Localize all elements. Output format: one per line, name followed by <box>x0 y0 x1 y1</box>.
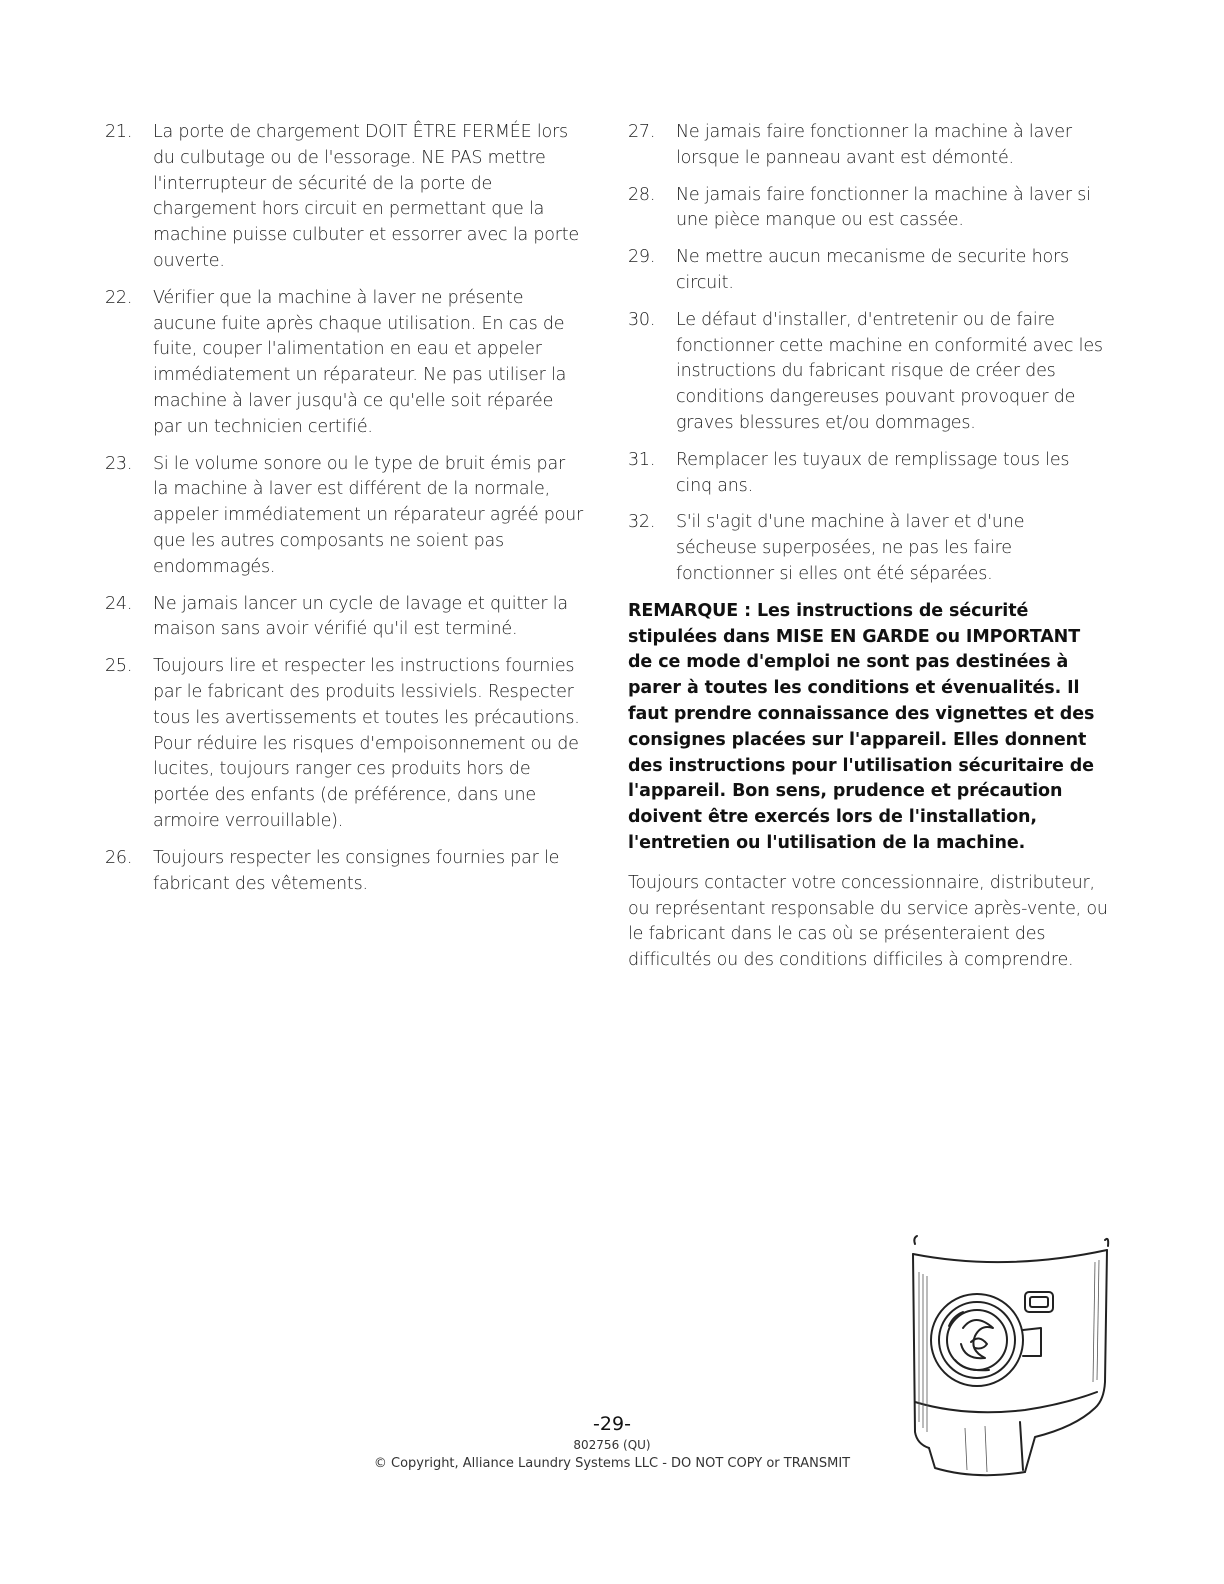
safety-list-right <box>628 120 1110 588</box>
item-number: 26. <box>105 847 133 868</box>
item-number: 22. <box>105 287 133 308</box>
list-item <box>105 286 585 441</box>
list-item <box>105 120 585 275</box>
remarque-note: REMARQUE : Les instructions de sécurité stipulées dans MISE EN GARDE ou IMPORTANT de ce mode d'emploi ne sont pas destinées à parer à toutes les conditions et évenualités. Il faut prendre connaissance des vignettes et des consignes placées sur l'appareil. Elles donnent des instructions pour l'utilisation sécuritaire de l'appareil. Bon sens, prudence et précaution doivent être exercés lors de l'installation, l'entretien ou l'utilisation de la machine. <box>628 600 1095 853</box>
item-text: Vérifier que la machine à laver ne présente aucune fuite après chaque utilisation. En cas de fuite, couper l'alimentation en eau et appeler immédiatement un réparateur. Ne pas utiliser la machine à laver jusqu'à ce qu'elle soit réparée par un technicien certifié. <box>153 287 567 437</box>
contact-paragraph: Toujours contacter votre concessionnaire, distributeur, ou représentant responsable du service après-vente, ou le fabricant dans le cas où se présenteraient des difficultés ou des conditions difficiles à comprendre. <box>628 872 1108 971</box>
item-text: La porte de chargement DOIT ÊTRE FERMÉE lors du culbutage ou de l'essorage. NE PAS mettre l'interrupteur de sécurité de la porte de chargement hors circuit en permettant que la machine puisse culbuter et essorrer avec la porte ouverte. <box>153 122 579 271</box>
item-number: 25. <box>105 656 133 677</box>
right-column <box>628 120 1110 974</box>
page-footer <box>0 1412 1224 1474</box>
list-item <box>628 510 1110 587</box>
list-item <box>105 846 585 898</box>
list-item <box>628 183 1110 235</box>
item-text: S'il s'agit d'une machine à laver et d'une sécheuse superposées, ne pas les faire fonctionner si elles ont été séparées. <box>676 512 1025 584</box>
list-item <box>105 592 585 644</box>
left-column <box>105 120 585 908</box>
item-number: 21. <box>105 122 133 142</box>
item-number: 23. <box>105 453 133 474</box>
item-text: Toujours respecter les consignes fournies par le fabricant des vêtements. <box>153 847 560 894</box>
list-item <box>105 654 585 835</box>
document-code: 802756 (QU) <box>573 1438 651 1452</box>
item-text: Ne jamais faire fonctionner la machine à laver si une pièce manque ou est cassée. <box>676 184 1091 231</box>
item-number: 32. <box>628 512 656 533</box>
item-text: Toujours lire et respecter les instructions fournies par le fabricant des produits lessiviels. Respecter tous les avertissements et toutes les précautions. Pour réduire les risques d'empoisonnement ou de lucites, toujours ranger ces produits hors de portée des enfants (de préférence, dans une armoire verrouillable). <box>153 656 580 831</box>
item-number: 27. <box>628 122 656 142</box>
item-text: Remplacer les tuyaux de remplissage tous les cinq ans. <box>676 449 1070 496</box>
item-text: Si le volume sonore ou le type de bruit émis par la machine à laver est différent de la normale, appeler immédiatement un réparateur agréé pour que les autres composants ne soient pas endommagés. <box>153 453 584 577</box>
item-number: 31. <box>628 449 656 470</box>
page-number: -29- <box>593 1413 631 1435</box>
item-text: Ne jamais faire fonctionner la machine à laver lorsque le panneau avant est démonté. <box>676 122 1072 168</box>
item-text: Ne jamais lancer un cycle de lavage et quitter la maison sans avoir vérifié qu'il est terminé. <box>153 593 568 640</box>
item-number: 29. <box>628 247 656 268</box>
item-number: 28. <box>628 184 656 205</box>
item-number: 30. <box>628 309 656 330</box>
item-number: 24. <box>105 593 133 614</box>
safety-list-left <box>105 120 585 897</box>
item-text: Ne mettre aucun mecanisme de securite hors circuit. <box>676 247 1069 293</box>
item-text: Le défaut d'installer, d'entretenir ou de faire fonctionner cette machine en conformité avec les instructions du fabricant risque de créer des conditions dangereuses pouvant provoquer de graves blessures et/ou dommages. <box>676 309 1103 433</box>
list-item <box>628 448 1110 500</box>
list-item <box>628 245 1110 297</box>
list-item <box>105 452 585 581</box>
list-item <box>628 120 1110 172</box>
list-item <box>628 308 1110 437</box>
copyright-notice: © Copyright, Alliance Laundry Systems LLC - DO NOT COPY or TRANSMIT <box>373 1456 851 1471</box>
